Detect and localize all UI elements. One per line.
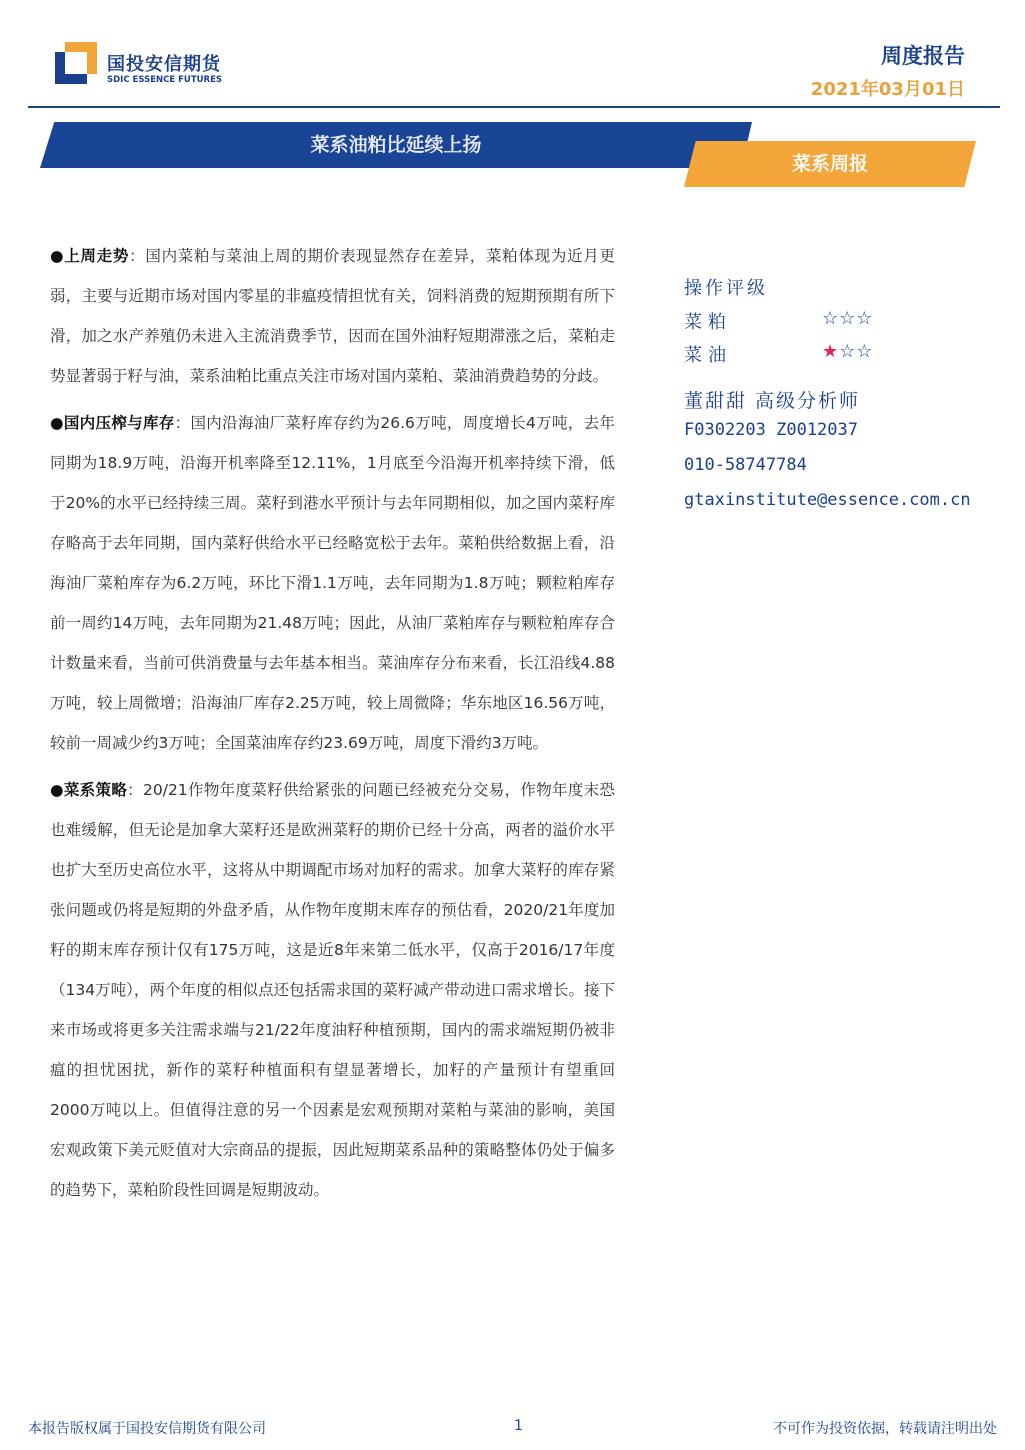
section-heading: ●菜系策略 xyxy=(50,781,128,799)
logo-mark-icon xyxy=(55,42,97,84)
rating-row-meal xyxy=(684,308,1004,341)
footer-copyright: 本报告版权属于国投安信期货有限公司 xyxy=(28,1421,266,1437)
section-strategy xyxy=(50,770,615,1210)
section-heading: ●国内压榨与库存 xyxy=(50,414,175,432)
analyst-phone: 010-58747784 xyxy=(684,455,807,475)
analyst-name: 董甜甜 高级分析师 xyxy=(684,390,861,412)
company-logo xyxy=(55,42,245,90)
section-text: ：国内沿海油厂菜籽库存约为26.6万吨，周度增长4万吨，去年同期为18.9万吨，沿海开机率降至12.11%，1月底至今沿海开机率持续下滑，低于20%的水平已经持续三周。菜籽到港水平预计与去年同期相似，加之国内菜籽库存略高于去年同期，国内菜籽供给水平已经略宽松于去年。菜粕供给数据上看，沿海油厂菜粕库存为6.2万吨，环比下滑1.1万吨，去年同期为1.8万吨；颗粒粕库存前一周约14万吨，去年同期为21.48万吨；因此，从油厂菜粕库存与颗粒粕库存合计数量来看，当前可供消费量与去年基本相当。菜油库存分布来看，长江沿线4.88万吨，较上周微增；沿海油厂库存2.25万吨，较上周微降；华东地区16.56万吨，较前一周减少约3万吨；全国菜油库存约23.69万吨，周度下滑约3万吨。 xyxy=(50,414,615,752)
logo-text-cn: 国投安信期货 xyxy=(107,54,221,75)
page-number: 1 xyxy=(514,1418,523,1434)
star-rating-icon: ★☆☆ xyxy=(822,341,874,362)
report-type: 周度报告 xyxy=(881,44,965,68)
star-rating-icon: ☆☆☆ xyxy=(822,308,874,329)
section-crush-inventory xyxy=(50,403,615,763)
header-divider xyxy=(28,106,1000,108)
rating-label: 菜油 xyxy=(684,345,732,366)
rating-title: 操作评级 xyxy=(684,278,768,299)
analyst-email[interactable]: gtaxinstitute@essence.com.cn xyxy=(684,490,971,510)
report-title: 菜系油粕比延续上扬 xyxy=(310,134,482,156)
rating-row-oil xyxy=(684,341,1004,374)
sidebar xyxy=(684,274,1004,525)
report-subtitle: 菜系周报 xyxy=(791,153,868,175)
section-text: ：国内菜粕与菜油上周的期价表现显然存在差异，菜粕体现为近月更弱，主要与近期市场对国内零星的非瘟疫情担忧有关，饲料消费的短期预期有所下滑，加之水产养殖仍未进入主流消费季节，因而在国外油籽短期滞涨之后，菜粕走势显著弱于籽与油，菜系油粕比重点关注市场对国内菜粕、菜油消费趋势的分歧。 xyxy=(50,247,615,385)
analyst-cert: F0302203 Z0012037 xyxy=(684,420,858,440)
rating-label: 菜粕 xyxy=(684,312,732,333)
section-last-week xyxy=(50,236,615,396)
section-heading: ●上周走势 xyxy=(50,247,130,265)
section-text: ：20/21作物年度菜籽供给紧张的问题已经被充分交易，作物年度末恐也难缓解，但无论是加拿大菜籽还是欧洲菜籽的期价已经十分高，两者的溢价水平也扩大至历史高位水平，这将从中期调配市场对加籽的需求。加拿大菜籽的库存紧张问题或仍将是短期的外盘矛盾，从作物年度期末库存的预估看，2020/21年度加籽的期末库存预计仅有175万吨，这是近8年来第二低水平，仅高于2016/17年度（134万吨），两个年度的相似点还包括需求国的菜籽减产带动进口需求增长。接下来市场或将更多关注需求端与21/22年度油籽种植预期，国内的需求端短期仍被非瘟的担忧困扰，新作的菜籽种植面积有望显著增长，加籽的产量预计有望重回2000万吨以上。但值得注意的另一个因素是宏观预期对菜粕与菜油的影响，美国宏观政策下美元贬值对大宗商品的提振，因此短期菜系品种的策略整体仍处于偏多的趋势下，菜粕阶段性回调是短期波动。 xyxy=(50,781,616,1199)
footer-disclaimer: 不可作为投资依据，转载请注明出处 xyxy=(773,1421,997,1437)
logo-text-en: SDIC ESSENCE FUTURES xyxy=(107,75,223,85)
report-body xyxy=(50,236,615,1217)
report-date: 2021年03月01日 xyxy=(810,79,965,100)
